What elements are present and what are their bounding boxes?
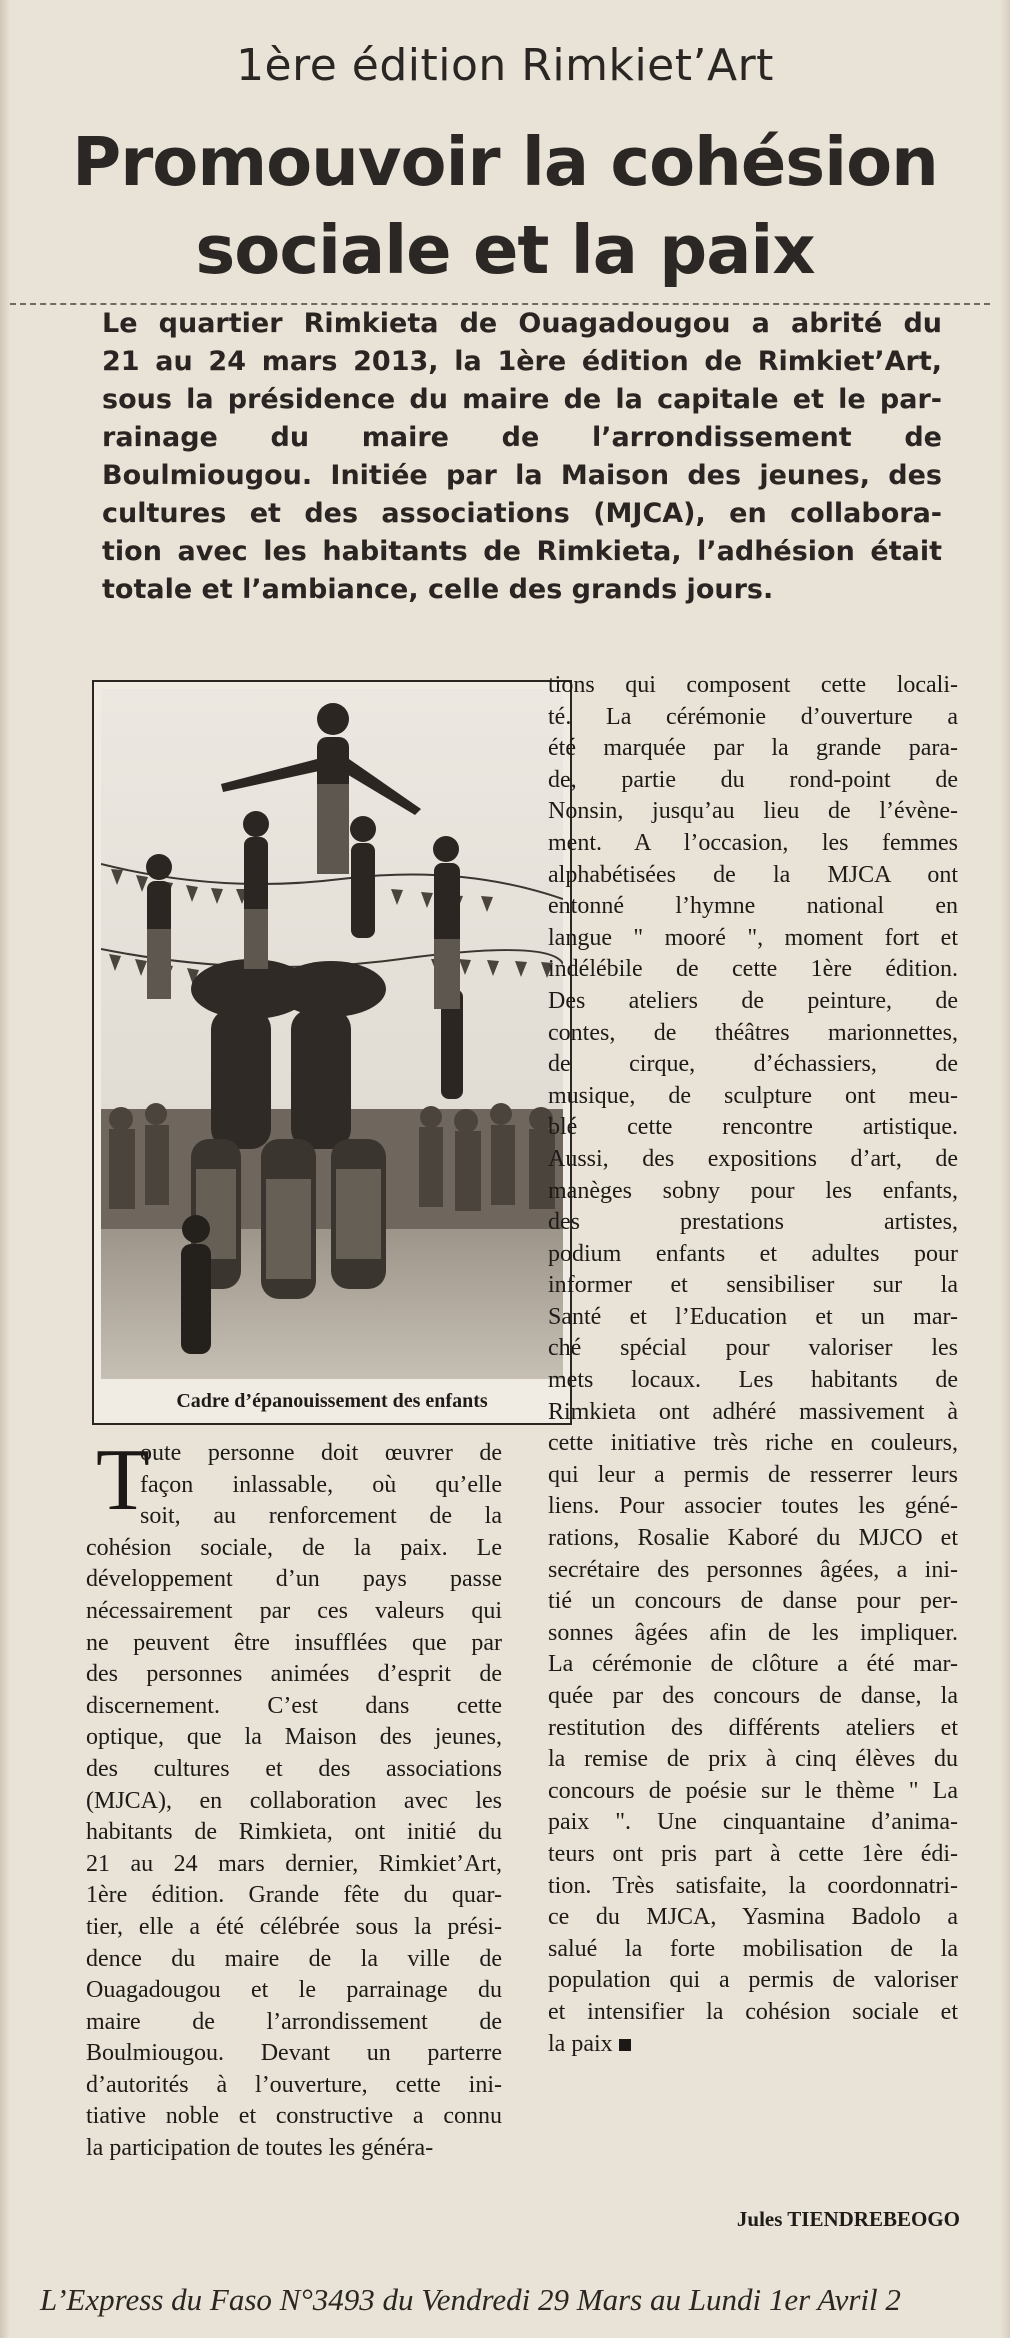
left-column-line: 21 au 24 mars dernier, Rimkiet’Art,	[86, 1850, 502, 1877]
paper-edge-right	[1000, 0, 1010, 2338]
right-column-line: contes, de théâtres marionnettes,	[548, 1019, 958, 1046]
right-column-line: teurs ont pris part à cette 1ère édi-	[548, 1840, 958, 1867]
left-column-line: développement d’un pays passe	[86, 1566, 502, 1593]
lead-line: totale et l’ambiance, celle des grands jours.	[102, 574, 774, 605]
lead-line: tion avec les habitants de Rimkieta, l’adhésion était	[102, 536, 942, 567]
left-column-line: dence du maire de la ville de	[86, 1945, 502, 1972]
right-column-line: musique, de sculpture ont meu-	[548, 1082, 958, 1109]
right-column-line: ché spécial pour valoriser les	[548, 1335, 958, 1362]
right-column-line: quée par des concours de danse, la	[548, 1683, 958, 1709]
article-body-left-column	[86, 1432, 502, 2165]
article-lead-paragraph	[102, 305, 942, 609]
right-column-line: de, partie du rond-point de	[548, 766, 958, 793]
lead-line: sous la présidence du maire de la capitale et le par-	[102, 384, 942, 415]
right-column-line: Rimkieta ont adhéré massivement à	[548, 1398, 958, 1425]
right-column-line: tion. Très satisfaite, la coordonnatri-	[548, 1872, 958, 1899]
left-column-text	[86, 1432, 502, 2165]
left-column-line: tier, elle a été célébrée sous la prési-	[86, 1913, 502, 1940]
left-column-line: des cultures et des associations	[86, 1755, 502, 1782]
right-column-text	[548, 670, 958, 2060]
left-column-line: des personnes animées d’esprit de	[86, 1661, 502, 1688]
right-column-line: ce du MJCA, Yasmina Badolo a	[548, 1904, 958, 1931]
right-column-line: La cérémonie de clôture a été mar-	[548, 1651, 958, 1678]
headline-line-2: sociale et la paix	[195, 211, 815, 289]
right-column-line: liens. Pour associer toutes les géné-	[548, 1493, 958, 1520]
left-column-line: oute personne doit œuvrer de	[140, 1440, 502, 1466]
left-column-line: 1ère édition. Grande fête du quar-	[86, 1882, 502, 1909]
end-of-article-mark	[619, 2039, 631, 2051]
lead-line: Boulmiougou. Initiée par la Maison des jeunes, des	[102, 460, 942, 491]
right-column-line: la remise de prix à cinq élèves du	[548, 1746, 958, 1773]
right-column-line: la paix	[548, 2029, 958, 2061]
left-column-line: nécessairement par ces valeurs qui	[86, 1597, 502, 1624]
right-column-line: blé cette rencontre artistique.	[548, 1114, 958, 1141]
right-column-line: paix ". Une cinquantaine d’anima-	[548, 1809, 958, 1836]
right-column-line: mets locaux. Les habitants de	[548, 1367, 958, 1394]
right-column-line: Aussi, des expositions d’art, de	[548, 1145, 958, 1172]
left-column-line: habitants de Rimkieta, ont initié du	[86, 1819, 502, 1846]
right-column-line: rations, Rosalie Kaboré du MJCO et	[548, 1525, 958, 1552]
right-column-line: ment. A l’occasion, les femmes	[548, 829, 958, 856]
paper-edge-left	[0, 0, 10, 2338]
publication-footer: L’Express du Faso N°3493 du Vendredi 29 Mars au Lundi 1er Avril 2	[40, 2282, 901, 2317]
right-column-line: Santé et l’Education et un mar-	[548, 1303, 958, 1330]
right-column-line: salué la forte mobilisation de la	[548, 1935, 958, 1962]
article-headline	[60, 118, 950, 294]
article-surtitle: 1ère édition Rimkiet’Art	[236, 40, 774, 91]
lead-line: cultures et des associations (MJCA), en collabora-	[102, 498, 942, 529]
left-column-line: d’autorités à l’ouverture, cette ini-	[86, 2071, 502, 2098]
left-column-line: Ouagadougou et le parrainage du	[86, 1977, 502, 2004]
left-column-line: tiative noble et constructive a connu	[86, 2103, 502, 2130]
right-column-line: té. La cérémonie d’ouverture a	[548, 703, 958, 730]
lead-line: rainage du maire de l’arrondissement de	[102, 422, 942, 453]
right-column-line: Nonsin, jusqu’au lieu de l’évène-	[548, 798, 958, 825]
right-column-line: manèges sobny pour les enfants,	[548, 1177, 958, 1204]
left-column-line: cohésion sociale, de la paix. Le	[86, 1534, 502, 1561]
right-column-line: cette initiative très riche en couleurs,	[548, 1430, 958, 1457]
right-column-line: tié un concours de danse pour per-	[548, 1588, 958, 1615]
headline-line-1: Promouvoir la cohésion	[72, 123, 938, 201]
right-column-line: des prestations artistes,	[548, 1209, 958, 1236]
left-column-line: (MJCA), en collaboration avec les	[86, 1787, 502, 1814]
left-column-line: Boulmiougou. Devant un parterre	[86, 2040, 502, 2067]
right-column-line: tions qui composent cette locali-	[548, 672, 958, 698]
left-column-line: la participation de toutes les généra-	[86, 2135, 434, 2162]
right-column-line: été marquée par la grande para-	[548, 735, 958, 762]
photo-caption: Cadre d’épanouissement des enfants	[176, 1390, 488, 1412]
right-column-line: sonnes âgées afin de les impliquer.	[548, 1619, 958, 1646]
right-column-line: indélébile de cette 1ère édition.	[548, 956, 958, 983]
article-body-right-column	[548, 670, 958, 2060]
left-column-line: discernement. C’est dans cette	[86, 1692, 502, 1719]
right-column-line: restitution des différents ateliers et	[548, 1714, 958, 1741]
drop-cap: T	[96, 1432, 150, 1529]
right-column-line: informer et sensibiliser sur la	[548, 1272, 958, 1299]
right-column-line: alphabétisées de la MJCA ont	[548, 861, 958, 888]
right-column-line: population qui a permis de valoriser	[548, 1967, 958, 1994]
left-column-line: maire de l’arrondissement de	[86, 2008, 502, 2035]
left-column-line: soit, au renforcement de la	[140, 1503, 502, 1530]
left-column-line: ne peuvent être insufflées que par	[86, 1629, 502, 1656]
acrobats-photo-image	[101, 689, 563, 1379]
right-column-line: concours de poésie sur le thème " La	[548, 1777, 958, 1804]
right-column-line: et intensifier la cohésion sociale et	[548, 1998, 958, 2025]
lead-line: 21 au 24 mars 2013, la 1ère édition de Rimkiet’Art,	[102, 346, 942, 377]
right-column-line: entonné l’hymne national en	[548, 893, 958, 920]
right-column-line: Des ateliers de peinture, de	[548, 987, 958, 1014]
article-photo	[92, 680, 572, 1425]
right-column-line: de cirque, d’échassiers, de	[548, 1051, 958, 1078]
left-column-line: optique, que la Maison des jeunes,	[86, 1724, 502, 1751]
lead-line: Le quartier Rimkieta de Ouagadougou a abrité du	[102, 308, 942, 339]
right-column-line: secrétaire des personnes âgées, a ini-	[548, 1556, 958, 1583]
right-column-line: qui leur a permis de resserrer leurs	[548, 1461, 958, 1488]
author-signature: Jules TIENDREBEOGO	[736, 2207, 960, 2231]
left-column-line: façon inlassable, où qu’elle	[140, 1471, 502, 1498]
right-column-line: podium enfants et adultes pour	[548, 1240, 958, 1267]
right-column-line: langue " mooré ", moment fort et	[548, 924, 958, 951]
